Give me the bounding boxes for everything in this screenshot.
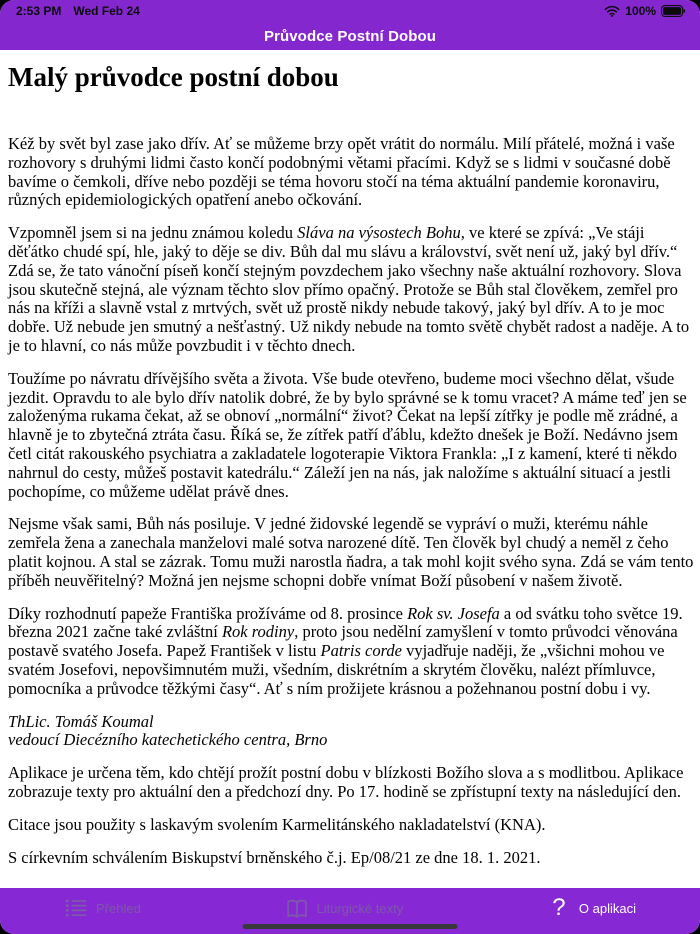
battery-percentage: 100% [625, 4, 656, 18]
question-icon: ? [552, 894, 566, 921]
tab-o-aplikaci[interactable] [547, 896, 636, 920]
paragraph [8, 370, 698, 502]
italic-text-run: Rok rodiny [221, 622, 295, 642]
clock-label: 2:53 PM [16, 4, 62, 18]
text-run: , ve které se zpívá: „Ve stáji děťátko chudé spí, hle, jaký to děje se div. Bůh dal mu slávu a království, svět není už, jaký byl dřív.“ Zdá se, že tato vánoční píseň končí stejným povzdechem jako všechny naše aktuální rozhovory. Slova jsou skutečně stejná, ale význam těchto slov přímo opačný. Protože se Bůh stal člověkem, zemřel pro nás na kříži a slavně vstal z mrtvých, svět už prostě nikdy nebude takový, jaký byl dřív. A to je moc dobře. Už nebude jen smutný a nešťastný. Už nikdy nebude na tomto světě chybět radost a naděje. A to je to hlavní, co nás může povzbudit i v těchto dnech. [8, 223, 690, 355]
paragraph [8, 515, 698, 590]
text-run: Vzpomněl jsem si na jednu známou koledu [8, 223, 298, 243]
home-indicator[interactable] [243, 924, 458, 929]
nav-title: Průvodce Postní Dobou [263, 27, 437, 45]
italic-text-run: Patris corde [320, 641, 402, 661]
text-run: , proto jsou nedělní zamyšlení v tomto průvodci věnována postavě svatého Josefa. Papež František v listu [8, 622, 678, 661]
status-bar [0, 0, 700, 22]
signature [8, 713, 698, 751]
date-label: Wed Feb 24 [73, 4, 140, 18]
text-run: Kéž by svět byl zase jako dřív. Ať se můžeme brzy opět vrátit do normálu. Milí přátelé, možná i vaše rozhovory s druhými lidmi často končí podobnými větami přacími. Když se s lidmi v současné době bavíme o čemkoli, dříve nebo později se téma hovoru stočí na téma aktuální pandemie koronaviru, různých epidemiologických opatření anebo očkování. [8, 134, 675, 210]
text-run: S církevním schválením Biskupství brněnského č.j. Ep/08/21 ze dne 18. 1. 2021. [8, 847, 541, 867]
tab-label: O aplikaci [578, 900, 636, 916]
paragraph [8, 849, 698, 868]
article-scroll[interactable] [0, 50, 700, 888]
tab-liturgicke-texty[interactable] [285, 896, 404, 920]
text-run: Díky rozhodnutí papeže Františka prožíváme od 8. prosince [8, 603, 408, 623]
tab-prehled[interactable] [64, 896, 141, 920]
list-icon [64, 896, 88, 920]
tab-label: Přehled [96, 900, 141, 916]
text-run: Nejsme však sami, Bůh nás posiluje. V jedné židovské legendě se vypráví o muži, kterému náhle zemřela žena a zanechala manželovi malé sotva narozené dítě. Ten člověk byl chudý a neměl z čeho platit kojnou. A stal se zázrak. Tomu muži narostla ňadra, a tak mohl kojit svého syna. Zdá se vám tento příběh neuvěřitelný? Možná jen nejsme schopni dobře vnímat Boží působení v našem životě. [8, 514, 694, 590]
battery-icon [661, 5, 686, 17]
text-run: Toužíme po návratu dřívějšího světa a života. Vše bude otevřeno, budeme moci všechno dělat, všude jezdit. Opravdu to ale bylo dřív natolik dobré, že by bylo správné se k tomu vracet? A máme teď jen se založenýma rukama čekat, až se obnoví „normální“ život? Čekat na lepší zítřky je podle mě zrádné, a hlavně je to zbytečná ztráta času. Říká se, že zítřek patří ďáblu, kdežto dnešek je Boží. Nedávno jsem četl citát rakouského psychiatra a zakladatele logoterapie Viktora Frankla: „I z kamení, které ti někdo nahrnul do cesty, můžeš postavit katedrálu.“ Záleží jen na nás, jak naložíme s aktuální situací a jestli pochopíme, co můžeme udělat právě dnes. [8, 368, 687, 501]
article-body [8, 135, 698, 867]
text-run: vyjadřuje naději, že „všichni mohou ve svatém Josefovi, nepovšimnutém muži, všedním, diskrétním a skrytém člověku, nalézt přímluvce, pomocníka a průvodce těžkými časy“. Ať s ním prožijete krásnou a požehnanou postní dobu i vy. [8, 641, 665, 698]
text-run: Aplikace je určena těm, kdo chtějí prožít postní dobu v blízkosti Božího slova a s modlitbou. Aplikace zobrazuje texty pro aktuální den a předchozí dny. Po 17. hodině se zpřístupní texty na následující den. [8, 763, 684, 801]
tab-label: Liturgické texty [316, 900, 404, 916]
italic-text-run: Sláva na výsostech Bohu [297, 223, 461, 243]
text-run: Citace jsou použity s laskavým svolením Karmelitánského nakladatelství (KNA). [8, 814, 546, 834]
italic-text-run: Rok sv. Josefa [407, 603, 500, 623]
paragraph [8, 135, 698, 210]
wifi-icon [604, 5, 620, 17]
article-title: Malý průvodce postní dobou [8, 62, 339, 92]
italic-text-run: vedoucí Diecézního katechetického centra, Brno [8, 730, 328, 750]
italic-text-run: ThLic. Tomáš Koumal [8, 711, 154, 731]
text-run: a od svátku toho světce 19. března 2021 začne také zvláštní [8, 603, 683, 642]
book-icon [285, 896, 309, 920]
paragraph [8, 605, 698, 699]
paragraph [8, 816, 698, 835]
paragraph [8, 764, 698, 802]
nav-bar [0, 22, 700, 50]
paragraph [8, 224, 698, 356]
